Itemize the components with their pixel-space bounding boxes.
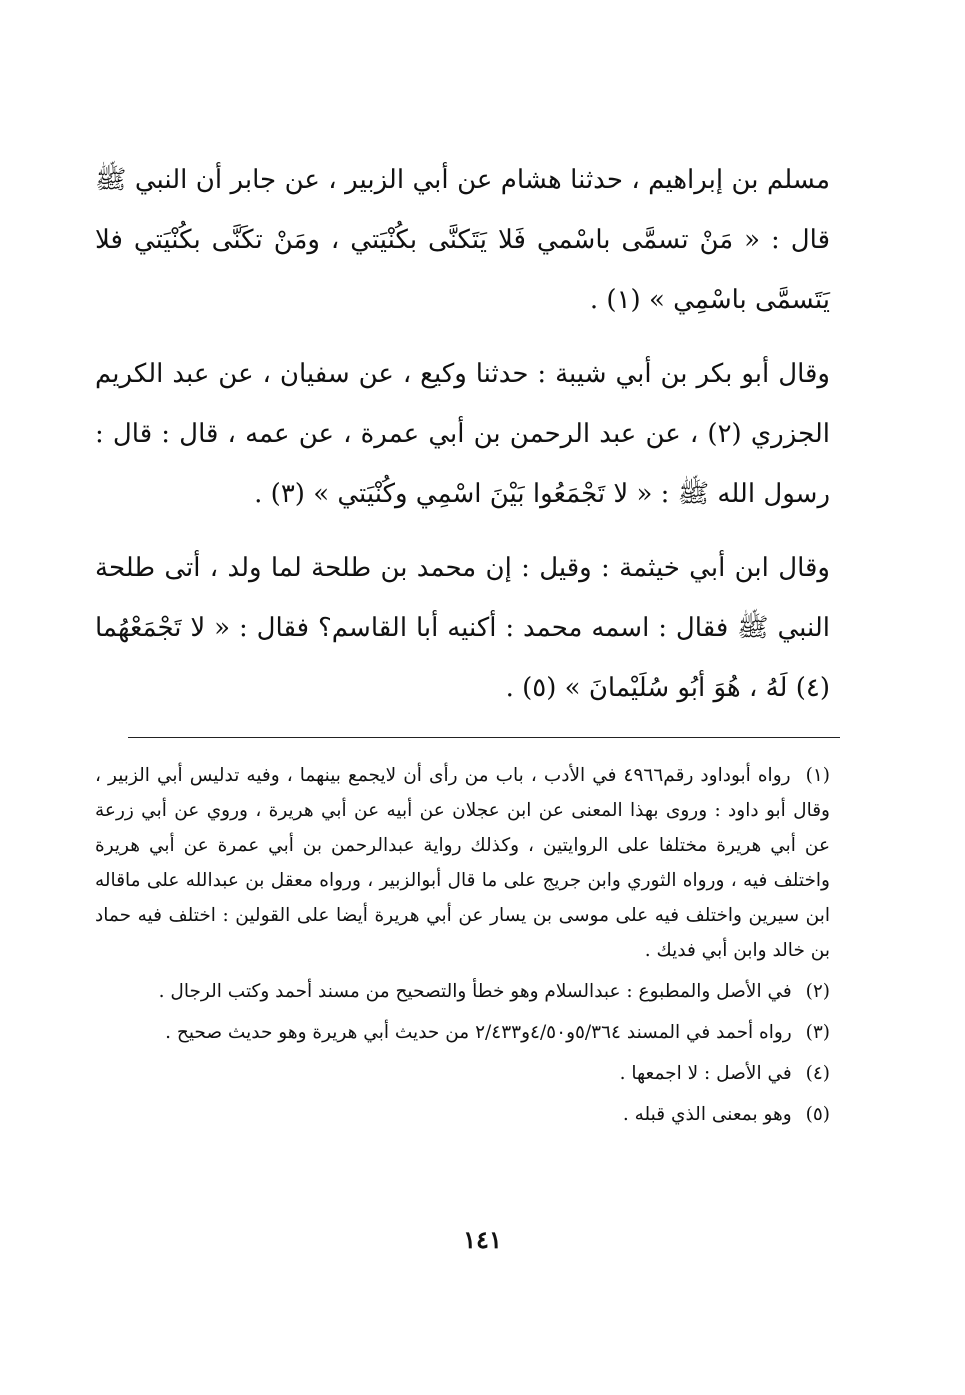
footnote-number: (١) (805, 765, 830, 786)
footnotes (95, 758, 830, 1138)
page-number: ١٤١ (463, 1225, 502, 1254)
paragraph-1: مسلم بن إبراهيم ، حدثنا هشام عن أبي الزبير ، عن جابر أن النبي ﷺ قال : « مَنْ تسمَّى باسْمي فَلا يَتَكنَّى بكُنْيَتي ، ومَنْ تكَنَّى بكُنْيَتي فلا يَتَسمَّى باسْمِي » (١) . (95, 165, 830, 315)
footnote-3 (95, 1015, 830, 1050)
footnote-number: (٥) (805, 1104, 830, 1125)
footnote-1 (95, 758, 830, 968)
footnote-5 (95, 1097, 830, 1132)
footnote-number: (٤) (805, 1063, 830, 1084)
footnote-text: رواه أحمد في المسند ٥/٣٦٤و٤/٥٠و٢/٤٣٣ من حديث أبي هريرة وهو حديث صحيح . (165, 1022, 792, 1043)
main-text (95, 150, 830, 732)
footnote-number: (٢) (805, 981, 830, 1002)
footnote-text: في الأصل والمطبوع : عبدالسلام وهو خطأ والتصحيح من مسند أحمد وكتب الرجال . (158, 981, 792, 1002)
footnote-divider (128, 737, 840, 738)
footnote-4 (95, 1056, 830, 1091)
footnote-text: في الأصل : لا اجمعها . (619, 1063, 792, 1084)
footnote-text: وهو بمعنى الذي قبله . (622, 1104, 792, 1125)
footnote-2 (95, 974, 830, 1009)
paragraph-2: وقال أبو بكر بن أبي شيبة : حدثنا وكيع ، عن سفيان ، عن عبد الكريم الجزري (٢) ، عن عبد الرحمن بن أبي عمرة ، عن عمه ، قال : قال : رسول الله ﷺ : « لا تَجْمَعُوا بَيْنَ اسْمِي وكُنْيَتي » (٣) . (95, 359, 830, 509)
footnote-number: (٣) (805, 1022, 830, 1043)
paragraph-3: وقال ابن أبي خيثمة : وقيل : إن محمد بن طلحة لما ولد ، أتى طلحة النبي ﷺ فقال : اسمه محمد : أكنيه أبا القاسم؟ فقال : « لا تَجْمَعْهُما (٤) لَهُ ، هُوَ أبُو سُلَيْمانَ » (٥) . (95, 553, 830, 703)
footnote-text: رواه أبوداود رقم٤٩٦٦ في الأدب ، باب من رأى أن لايجمع بينهما ، وفيه تدليس أبي الزبير ، وقال أبو داود : وروى بهذا المعنى عن ابن عجلان عن أبيه عن أبي هريرة ، وروي عن أبي زرعة عن أبي هريرة مختلفا على الروايتين ، وكذلك رواية عبدالرحمن بن أبي عمرة عن أبي هريرة واختلف فيه ، ورواه الثوري وابن جريج على ما قال أبوالزبير ، ورواه معقل بن عبدالله على ماقاله ابن سيرين واختلف فيه على موسى بن يسار عن أبي هريرة أيضا على القولين : اختلف فيه حماد بن خالد وابن أبي فديك . (95, 765, 830, 961)
